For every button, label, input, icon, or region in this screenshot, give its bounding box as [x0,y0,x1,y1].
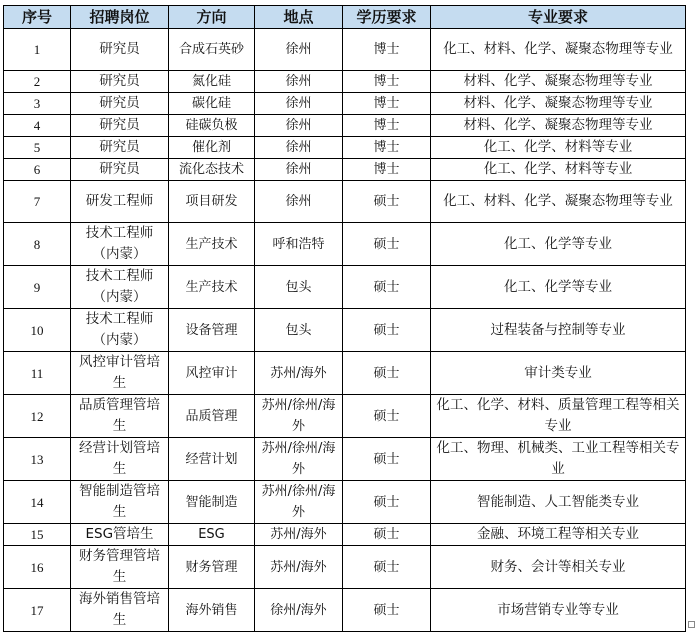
cell-degree: 硕士 [343,309,431,352]
cell-direction: 财务管理 [169,546,255,589]
cell-location: 苏州/海外 [255,524,343,546]
cell-position: 研发工程师 [71,181,169,223]
cell-major: 化工、化学等专业 [431,223,686,266]
cell-no: 14 [4,481,71,524]
cell-direction: 氮化硅 [169,71,255,93]
cell-major: 化工、材料、化学、凝聚态物理等专业 [431,29,686,71]
cell-major: 化工、化学、材料等专业 [431,159,686,181]
table-row [4,71,686,93]
table-row [4,223,686,266]
cell-major: 审计类专业 [431,352,686,395]
cell-location: 徐州 [255,71,343,93]
cell-position: 风控审计管培生 [71,352,169,395]
cell-direction: 生产技术 [169,266,255,309]
cell-position: 经营计划管培生 [71,438,169,481]
table-row [4,115,686,137]
cell-location: 徐州 [255,115,343,137]
cell-direction: 项目研发 [169,181,255,223]
cell-major: 金融、环境工程等相关专业 [431,524,686,546]
cell-no: 13 [4,438,71,481]
cell-position: 智能制造管培生 [71,481,169,524]
cell-position: 技术工程师（内蒙） [71,309,169,352]
cell-position: 研究员 [71,159,169,181]
cell-direction: 设备管理 [169,309,255,352]
cell-degree: 博士 [343,115,431,137]
cell-no: 9 [4,266,71,309]
cell-position: 技术工程师（内蒙） [71,266,169,309]
cell-direction: 催化剂 [169,137,255,159]
cell-direction: 碳化硅 [169,93,255,115]
cell-major: 化工、化学等专业 [431,266,686,309]
cell-major: 材料、化学、凝聚态物理等专业 [431,115,686,137]
cell-location: 徐州/海外 [255,589,343,632]
table-row [4,137,686,159]
cell-location: 苏州/徐州/海外 [255,481,343,524]
table-row [4,524,686,546]
cell-direction: 生产技术 [169,223,255,266]
cell-direction: ESG [169,524,255,546]
cell-no: 17 [4,589,71,632]
table-row [4,481,686,524]
cell-position: 品质管理管培生 [71,395,169,438]
header-degree: 学历要求 [343,6,431,29]
recruitment-table-container [3,5,686,632]
cell-location: 徐州 [255,93,343,115]
cell-position: 研究员 [71,93,169,115]
cell-no: 1 [4,29,71,71]
cell-degree: 硕士 [343,352,431,395]
cell-location: 苏州/徐州/海外 [255,438,343,481]
table-row [4,589,686,632]
cell-no: 16 [4,546,71,589]
header-location: 地点 [255,6,343,29]
cell-major: 智能制造、人工智能类专业 [431,481,686,524]
cell-major: 市场营销专业等专业 [431,589,686,632]
cell-position: 财务管理管培生 [71,546,169,589]
cell-degree: 硕士 [343,524,431,546]
table-row [4,159,686,181]
cell-major: 财务、会计等相关专业 [431,546,686,589]
table-row [4,309,686,352]
cell-no: 7 [4,181,71,223]
cell-degree: 博士 [343,137,431,159]
cell-position: 研究员 [71,137,169,159]
cell-direction: 经营计划 [169,438,255,481]
table-row [4,181,686,223]
table-row [4,546,686,589]
table-row [4,395,686,438]
cell-position: 海外销售管培生 [71,589,169,632]
cell-degree: 博士 [343,93,431,115]
header-major: 专业要求 [431,6,686,29]
cell-degree: 硕士 [343,266,431,309]
cell-no: 10 [4,309,71,352]
resize-handle[interactable] [688,621,695,628]
cell-no: 3 [4,93,71,115]
cell-degree: 硕士 [343,546,431,589]
cell-direction: 品质管理 [169,395,255,438]
cell-position: 研究员 [71,71,169,93]
cell-major: 化工、化学、材料等专业 [431,137,686,159]
cell-direction: 智能制造 [169,481,255,524]
cell-major: 过程装备与控制等专业 [431,309,686,352]
cell-position: 技术工程师（内蒙） [71,223,169,266]
cell-degree: 硕士 [343,395,431,438]
cell-degree: 硕士 [343,589,431,632]
cell-no: 5 [4,137,71,159]
table-row [4,266,686,309]
cell-position: ESG管培生 [71,524,169,546]
cell-no: 8 [4,223,71,266]
cell-location: 徐州 [255,159,343,181]
cell-direction: 合成石英砂 [169,29,255,71]
cell-direction: 风控审计 [169,352,255,395]
cell-location: 苏州/海外 [255,546,343,589]
cell-major: 化工、材料、化学、凝聚态物理等专业 [431,181,686,223]
cell-degree: 硕士 [343,438,431,481]
cell-direction: 硅碳负极 [169,115,255,137]
cell-no: 15 [4,524,71,546]
cell-location: 苏州/徐州/海外 [255,395,343,438]
cell-no: 12 [4,395,71,438]
cell-position: 研究员 [71,115,169,137]
table-row [4,352,686,395]
header-position: 招聘岗位 [71,6,169,29]
header-direction: 方向 [169,6,255,29]
cell-major: 材料、化学、凝聚态物理等专业 [431,93,686,115]
header-row [4,6,686,29]
cell-location: 徐州 [255,181,343,223]
cell-location: 徐州 [255,137,343,159]
cell-location: 呼和浩特 [255,223,343,266]
table-row [4,29,686,71]
cell-location: 包头 [255,266,343,309]
cell-direction: 海外销售 [169,589,255,632]
cell-location: 苏州/海外 [255,352,343,395]
recruitment-table [3,5,686,632]
cell-degree: 博士 [343,29,431,71]
table-row [4,438,686,481]
table-row [4,93,686,115]
table-body [4,29,686,632]
cell-degree: 硕士 [343,181,431,223]
header-no: 序号 [4,6,71,29]
cell-no: 6 [4,159,71,181]
cell-major: 化工、化学、材料、质量管理工程等相关专业 [431,395,686,438]
cell-degree: 博士 [343,71,431,93]
cell-degree: 博士 [343,159,431,181]
cell-degree: 硕士 [343,223,431,266]
cell-major: 材料、化学、凝聚态物理等专业 [431,71,686,93]
cell-position: 研究员 [71,29,169,71]
cell-location: 包头 [255,309,343,352]
cell-no: 11 [4,352,71,395]
cell-no: 2 [4,71,71,93]
cell-location: 徐州 [255,29,343,71]
cell-major: 化工、物理、机械类、工业工程等相关专业 [431,438,686,481]
cell-degree: 硕士 [343,481,431,524]
cell-direction: 流化态技术 [169,159,255,181]
cell-no: 4 [4,115,71,137]
